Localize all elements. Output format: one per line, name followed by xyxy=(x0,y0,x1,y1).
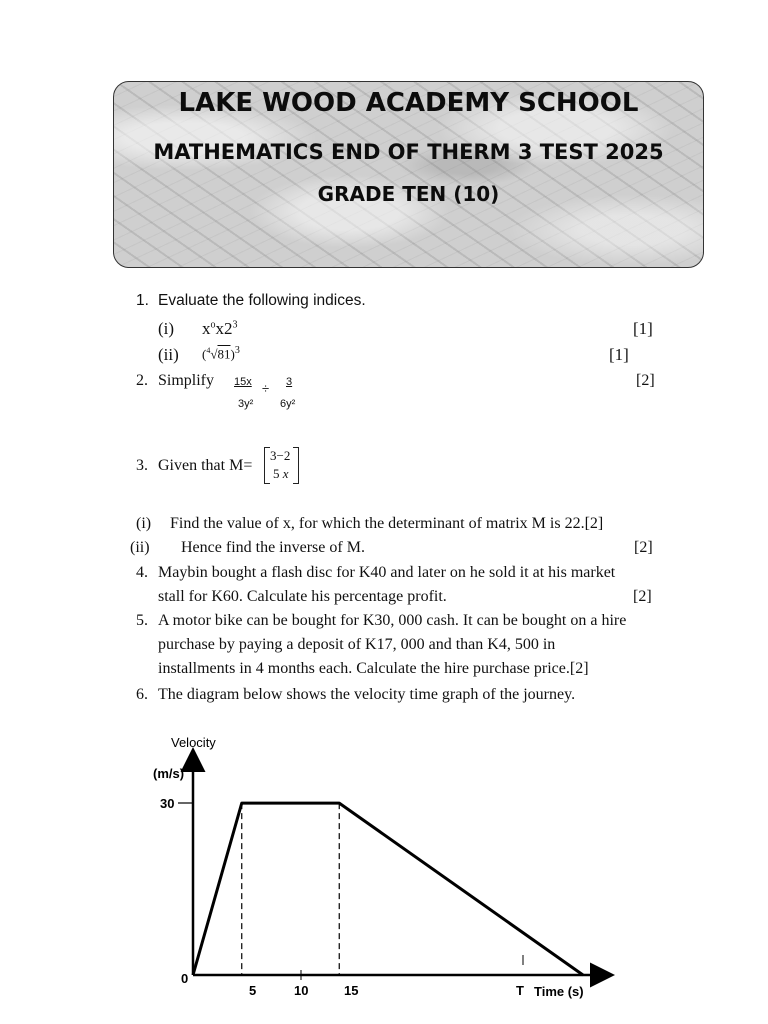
q1-text: Evaluate the following indices. xyxy=(158,292,366,309)
velocity-series-line xyxy=(193,803,583,975)
q6-text: The diagram below shows the velocity time graph of the journey. xyxy=(158,686,576,703)
q2-text: Simplify xyxy=(158,372,215,389)
q3-ii-text: Hence find the inverse of M. xyxy=(181,539,365,556)
q3-i-text: Find the value of x, for which the determinant of matrix M is 22.[2] xyxy=(170,515,604,532)
q1-ii-number: (ii) xyxy=(158,345,179,364)
q1-i-number: (i) xyxy=(158,319,175,338)
q4-line-1: Maybin bought a flash disc for K40 and later on he sold it at his market xyxy=(158,564,616,581)
q1-ii-expression: $(^4√81)^3$ xyxy=(202,345,240,362)
q2-fraction1-denominator: 3y² xyxy=(238,398,254,410)
x-tick-label-15: 15 xyxy=(344,983,359,998)
q1-i-mark: [1] xyxy=(633,319,653,338)
q3-ii-mark: [2] xyxy=(634,539,653,556)
q1-ii-mark: [1] xyxy=(609,345,629,364)
q4-mark: [2] xyxy=(633,588,652,605)
y-axis-title: Velocity xyxy=(171,735,216,750)
test-title: MATHEMATICS END OF THERM 3 TEST 2025 xyxy=(153,140,664,164)
q2-number: 2. xyxy=(136,372,148,389)
origin-label: 0 xyxy=(181,971,189,986)
q5-line-2: purchase by paying a deposit of K17, 000 and than K4, 500 in xyxy=(158,636,556,653)
q3-text: Given that M= xyxy=(158,457,253,474)
y-axis-unit: (m/s) xyxy=(153,766,185,781)
q5-number: 5. xyxy=(136,612,148,629)
t-label: T xyxy=(516,983,524,998)
matrix-row-2: 5 x xyxy=(273,466,289,481)
q5-line-1: A motor bike can be bought for K30, 000 cash. It can be bought on a hire xyxy=(158,612,627,629)
q4-number: 4. xyxy=(136,564,148,581)
x-tick-label-10: 10 xyxy=(294,983,309,998)
q1-number: 1. xyxy=(136,292,149,309)
matrix-row-1: 3−2 xyxy=(270,448,291,463)
q2-fraction2-numerator: 3 xyxy=(286,376,293,388)
school-name: LAKE WOOD ACADEMY SCHOOL xyxy=(178,88,639,118)
y-tick-label-30: 30 xyxy=(160,796,175,811)
q2-fraction1-numerator: 15x xyxy=(234,376,252,388)
q5-line-3: installments in 4 months each. Calculate the hire purchase price.[2] xyxy=(158,660,589,677)
q4-line-2: stall for K60. Calculate his percentage profit. xyxy=(158,588,447,605)
grade-label: GRADE TEN (10) xyxy=(317,182,500,206)
q1-i-expression: $x^ox2^3$ xyxy=(202,319,238,338)
q3-number: 3. xyxy=(136,457,148,474)
q2-mark: [2] xyxy=(636,372,655,389)
q2-fraction2-denominator: 6y² xyxy=(280,398,296,410)
x-axis-title: Time (s) xyxy=(534,984,584,999)
q2-divide-sign: ÷ xyxy=(262,381,270,396)
x-tick-label-5: 5 xyxy=(249,983,257,998)
q6-number: 6. xyxy=(136,686,148,703)
q3-ii-number: (ii) xyxy=(130,539,150,556)
q3-i-number: (i) xyxy=(136,515,152,532)
